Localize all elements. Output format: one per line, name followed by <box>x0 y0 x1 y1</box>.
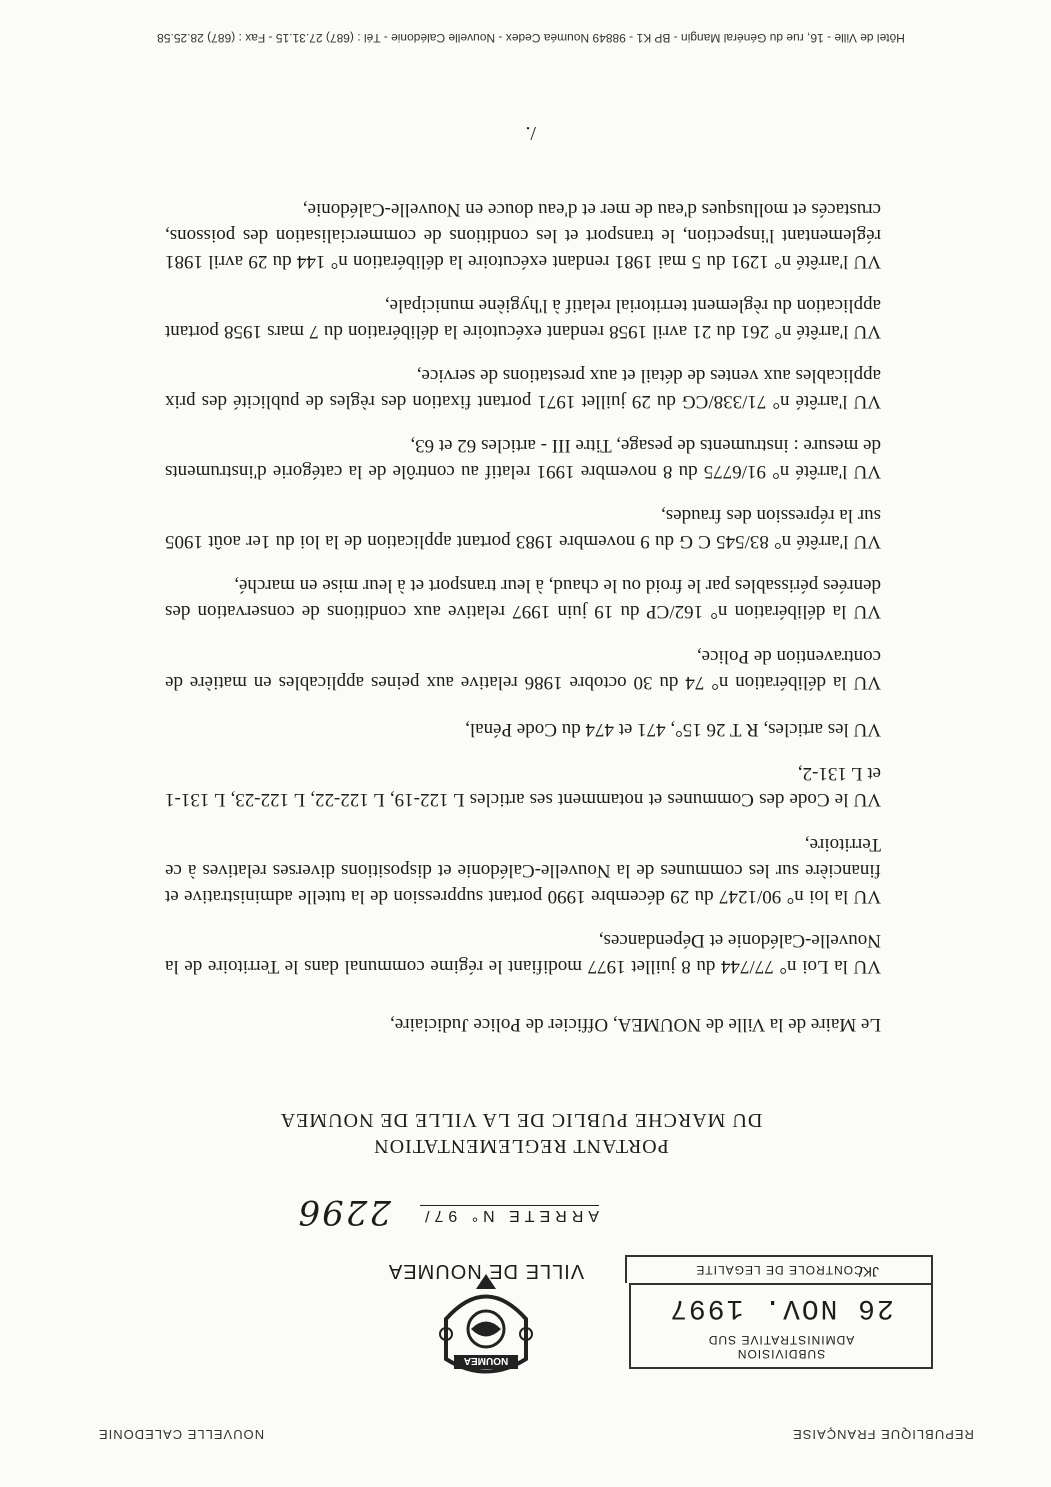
vu-paragraph: VU la loi n° 90/1247 du 29 décembre 1990 portant suppression de la tutelle administrative et financière sur les communes de la Nouvelle-Calédonie et dispositions diverses relatives à ce Territoire, <box>165 834 881 907</box>
header-republique: REPUBLIQUE FRANÇAISE <box>792 1427 974 1442</box>
header-nouvelle-caledonie: NOUVELLE CALEDONIE <box>97 1427 265 1442</box>
vu-paragraph: VU l'arrêté n° 91/6775 du 8 novembre 1991 relatif au contrôle de la catégorie d'instruments de mesure : instruments de pesage, Titre III - articles 62 et 63, <box>165 435 881 482</box>
vu-paragraph: VU la délibération n° 162/CP du 19 juin 1997 relative aux conditions de conservation des denrées périssables par le froid ou le chaud, à leur transport et à leur mise en marché, <box>165 575 881 622</box>
vu-paragraph: VU les articles, R T 26 15°, 471 et 474 du Code Pénal, <box>465 719 881 740</box>
vu-paragraph: VU le Code des Communes et notamment ses articles L 122-19, L 122-22, L 122-23, L 131-1 et L 131-2, <box>165 763 881 810</box>
title-line-2: DU MARCHE PUBLIC DE LA VILLE DE NOUMEA <box>279 1109 763 1131</box>
vu-paragraph: VU la Loi n° 77/744 du 8 juillet 1977 modifiant le régime communal dans le Territoire de la Nouvelle-Calédonie et Dépendances, <box>165 930 881 977</box>
reference-initials: JK/ <box>858 1264 879 1280</box>
footer-address: Hôtel de Ville - 16, rue du Général Mangin - BP K1 - 98849 Nouméa Cedex - Nouvelle Calédonie - Tél : (687) 27.31.15 - Fax : (687) 28.25.58 <box>157 31 905 45</box>
mayor-line: Le Maire de la Ville de NOUMEA, Officier de Police Judiciaire, <box>390 1014 881 1035</box>
city-name: VILLE DE NOUMEA <box>387 1260 585 1282</box>
legality-stamp <box>629 1283 933 1369</box>
vu-paragraph: VU l'arrêté n° 83/545 C G du 9 novembre 1983 portant application de la loi du 1er août 1905 sur la répression des fraudes, <box>165 505 881 552</box>
arrete-handwritten-number: 2296 <box>296 1192 391 1232</box>
arrete-label: ARRETE N° 97/ <box>420 1207 599 1224</box>
city-crest-icon <box>426 1269 546 1389</box>
vu-paragraph: VU l'arrêté n° 261 du 21 avril 1958 rendant exécutoire la délibération du 7 mars 1958 portant application du règlement territorial relatif à l'hygiène municipale, <box>165 295 881 342</box>
stamp-line-2: ADMINISTRATIVE SUD <box>707 1333 855 1347</box>
page-continuation-mark: /. <box>525 122 536 144</box>
vu-paragraph: VU la délibération n° 74 du 30 octobre 1986 relative aux peines applicables en matière de contravention de Police, <box>165 646 881 693</box>
stamp-line-1: SUBDIVISION <box>736 1347 826 1361</box>
vu-paragraph: VU l'arrêté n° 1291 du 5 mai 1981 rendant exécutoire la délibération n° 144 du 29 avril 1981 réglementant l'inspection, le transport et les conditions de commercialisation des poissons, crustacés et mollusques d'eau de mer et d'eau douce en Nouvelle-Calédonie, <box>165 199 881 272</box>
title-line-1: PORTANT REGLEMENTATION <box>373 1135 669 1157</box>
stamp-date: 26 NOV. 1997 <box>668 1292 894 1323</box>
stamp-footer: CONTROLE DE LEGALITE <box>625 1255 933 1283</box>
vu-paragraph: VU l'arrêté n° 71/338/CG du 29 juillet 1971 portant fixation des règles de publicité des prix applicables aux ventes de détail et aux prestations de service, <box>165 365 881 412</box>
crest-text: NOUMEA <box>463 1355 509 1366</box>
